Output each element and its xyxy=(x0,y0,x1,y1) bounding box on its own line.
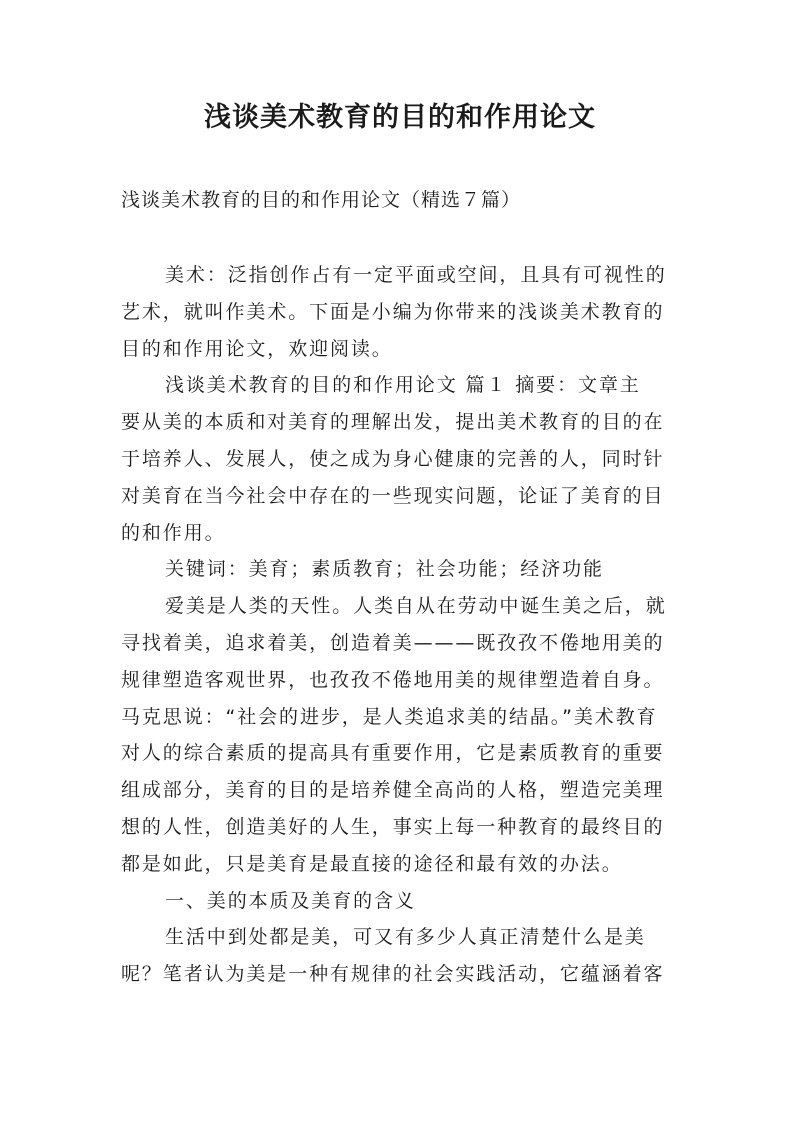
paragraph-line: 目的和作用论文，欢迎阅读。 xyxy=(121,337,393,360)
paragraph-line: 浅谈美术教育的目的和作用论文 篇１ 摘要：文章主 xyxy=(165,374,641,397)
paragraph-line: 爱美是人类的天性。人类自从在劳动中诞生美之后，就 xyxy=(165,595,667,618)
paragraph-line: 组成部分，美育的目的是培养健全高尚的人格，塑造完美理 xyxy=(121,779,665,802)
paragraph-line: 的和作用。 xyxy=(121,521,226,544)
paragraph-line: 对人的综合素质的提高具有重要作用，它是素质教育的重要 xyxy=(121,742,665,765)
section-heading: 一、美的本质及美育的含义 xyxy=(165,889,416,912)
paragraph-line: 都是如此，只是美育是最直接的途径和最有效的办法。 xyxy=(121,852,623,875)
paragraph-line: 想的人性，创造美好的人生，事实上每一种教育的最终目的 xyxy=(121,815,665,838)
paragraph-line: 艺术，就叫作美术。下面是小编为你带来的浅谈美术教育的 xyxy=(121,300,665,323)
paragraph-line: 于培养人、发展人，使之成为身心健康的完善的人，同时针 xyxy=(121,447,665,470)
paragraph-line: 美术：泛指创作占有一定平面或空间，且具有可视性的 xyxy=(165,264,667,286)
keywords-line: 关键词：美育；素质教育；社会功能；经济功能 xyxy=(165,558,604,581)
paragraph-line: 马克思说：“社会的进步，是人类追求美的结晶。”美术教育 xyxy=(121,705,658,728)
paragraph-line: 寻找着美，追求着美，创造着美———既孜孜不倦地用美的 xyxy=(121,631,665,654)
paragraph-line: 对美育在当今社会中存在的一些现实问题，论证了美育的目 xyxy=(121,484,665,507)
paragraph-line: 生活中到处都是美，可又有多少人真正清楚什么是美 xyxy=(165,926,646,949)
document-body xyxy=(121,257,684,993)
paragraph-line: 呢？笔者认为美是一种有规律的社会实践活动，它蕴涵着客 xyxy=(121,963,665,986)
document-subtitle: 浅谈美术教育的目的和作用论文（精选７篇） xyxy=(121,189,522,211)
paragraph-line: 要从美的本质和对美育的理解出发，提出美术教育的目的在 xyxy=(121,411,665,434)
paragraph-line: 规律塑造客观世界，也孜孜不倦地用美的规律塑造着自身。 xyxy=(121,668,665,691)
document-title: 浅谈美术教育的目的和作用论文 xyxy=(204,102,596,133)
